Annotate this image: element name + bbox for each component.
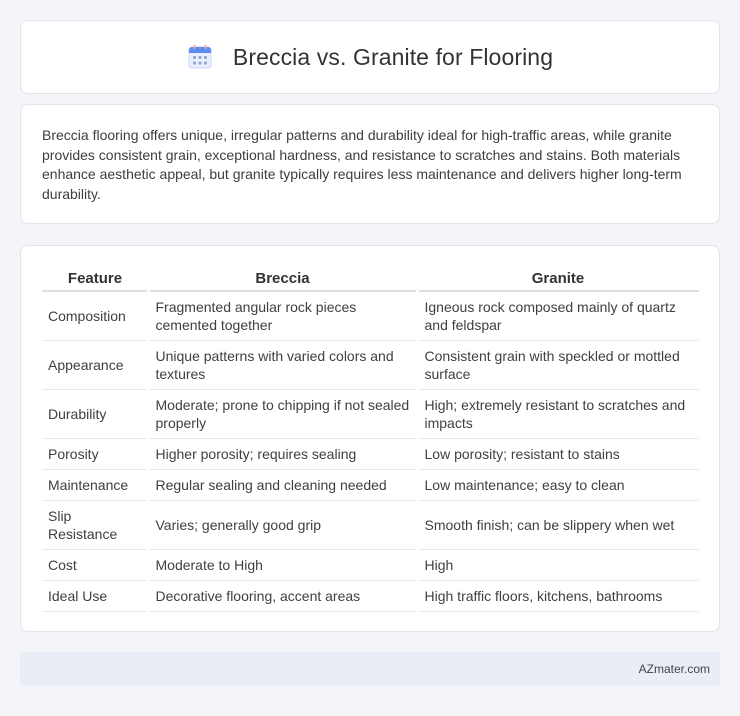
header-feature: Feature — [42, 263, 148, 291]
comparison-table-card — [20, 245, 720, 632]
cell-breccia: Moderate to High — [148, 550, 417, 581]
intro-card — [20, 104, 720, 224]
cell-granite: High — [417, 550, 699, 581]
cell-feature: Appearance — [42, 341, 148, 390]
cell-feature: Cost — [42, 550, 148, 581]
cell-granite: Consistent grain with speckled or mottled surface — [417, 341, 699, 390]
table-row — [42, 581, 699, 612]
cell-breccia: Fragmented angular rock pieces cemented together — [148, 291, 417, 341]
cell-feature: Maintenance — [42, 470, 148, 501]
cell-feature: Ideal Use — [42, 581, 148, 612]
header-breccia: Breccia — [148, 263, 417, 291]
table-row — [42, 501, 699, 550]
cell-feature: Slip Resistance — [42, 501, 148, 550]
cell-breccia: Regular sealing and cleaning needed — [148, 470, 417, 501]
cell-granite: Igneous rock composed mainly of quartz and feldspar — [417, 291, 699, 341]
cell-breccia: Moderate; prone to chipping if not sealed properly — [148, 390, 417, 439]
table-row — [42, 291, 699, 341]
table-row — [42, 390, 699, 439]
cell-granite: Low porosity; resistant to stains — [417, 439, 699, 470]
footer — [20, 652, 720, 686]
cell-feature: Porosity — [42, 439, 148, 470]
comparison-table — [42, 263, 699, 612]
table-header-row — [42, 263, 699, 291]
cell-feature: Composition — [42, 291, 148, 341]
cell-feature: Durability — [42, 390, 148, 439]
cell-granite: High; extremely resistant to scratches and impacts — [417, 390, 699, 439]
footer-brand[interactable]: AZmater.com — [638, 662, 710, 676]
cell-granite: Smooth finish; can be slippery when wet — [417, 501, 699, 550]
cell-granite: Low maintenance; easy to clean — [417, 470, 699, 501]
table-row — [42, 470, 699, 501]
table-row — [42, 550, 699, 581]
cell-breccia: Varies; generally good grip — [148, 501, 417, 550]
page-title: Breccia vs. Granite for Flooring — [232, 43, 554, 70]
cell-breccia: Unique patterns with varied colors and textures — [148, 341, 417, 390]
header-granite: Granite — [417, 263, 699, 291]
title-card — [20, 20, 720, 94]
calendar-icon — [187, 44, 213, 70]
intro-paragraph: Breccia flooring offers unique, irregular patterns and durability ideal for high-traffic areas, while granite provides consistent grain, exceptional hardness, and resistance to scratches and stains. Both materials enhance aesthetic appeal, but granite typically requires less maintenance and delivers higher long-term durability. — [42, 127, 682, 202]
table-row — [42, 439, 699, 470]
cell-breccia: Decorative flooring, accent areas — [148, 581, 417, 612]
cell-granite: High traffic floors, kitchens, bathrooms — [417, 581, 699, 612]
cell-breccia: Higher porosity; requires sealing — [148, 439, 417, 470]
table-row — [42, 341, 699, 390]
